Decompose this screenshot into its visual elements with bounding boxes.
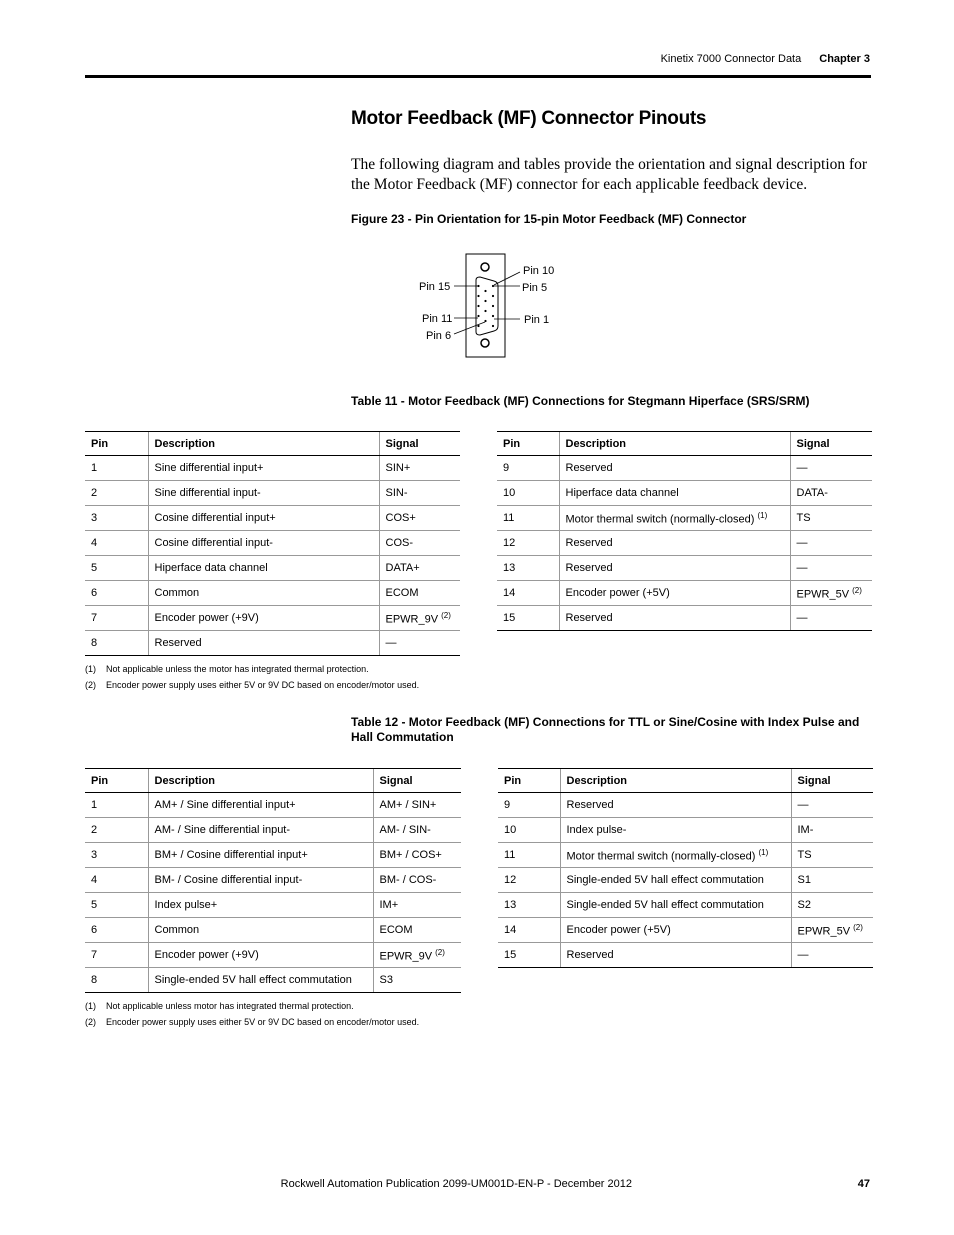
col-signal: Signal — [379, 432, 460, 456]
signal-cell: IM+ — [373, 893, 461, 918]
description-cell: Encoder power (+5V) — [559, 581, 790, 606]
signal-cell: DATA+ — [379, 556, 460, 581]
pin-cell: 7 — [85, 606, 148, 631]
signal-cell: SIN- — [379, 481, 460, 506]
pin-cell: 4 — [85, 531, 148, 556]
footnote: (1) Not applicable unless the motor has integrated thermal protection. — [85, 664, 369, 674]
pin-cell: 7 — [85, 943, 148, 968]
pin-cell: 2 — [85, 481, 148, 506]
intro-paragraph: The following diagram and tables provide the orientation and signal description for the Motor Feedback (MF) connector for each applicable feedback device. — [351, 156, 868, 193]
table-row — [85, 793, 461, 818]
table-row — [85, 893, 461, 918]
signal-cell: BM+ / COS+ — [373, 843, 461, 868]
pin-cell: 5 — [85, 893, 148, 918]
table-12-left — [85, 768, 461, 993]
footnote-ref: (2) — [435, 947, 445, 957]
pin-cell: 13 — [497, 556, 559, 581]
description-cell: Reserved — [559, 556, 790, 581]
col-pin: Pin — [497, 432, 559, 456]
table-row — [85, 968, 461, 993]
signal-cell: EPWR_9V $^{(2)}$ — [373, 943, 461, 968]
description-cell: AM+ / Sine differential input+ — [148, 793, 373, 818]
signal-cell: EPWR_5V $^{(2)}$ — [790, 581, 872, 606]
description-cell: Single-ended 5V hall effect commutation — [148, 968, 373, 993]
header-chapter: Chapter 3 — [819, 53, 870, 65]
header-rule — [85, 75, 871, 78]
description-cell: Reserved — [559, 456, 790, 481]
signal-cell: TS — [791, 843, 873, 868]
signal-cell: — — [790, 556, 872, 581]
description-cell: Encoder power (+5V) — [560, 918, 791, 943]
table-row — [497, 506, 872, 531]
table-row — [497, 481, 872, 506]
signal-cell: DATA- — [790, 481, 872, 506]
footnote: (2) Encoder power supply uses either 5V or 9V DC based on encoder/motor used. — [85, 1017, 420, 1027]
table-row — [85, 606, 460, 631]
pin-cell: 3 — [85, 506, 148, 531]
label-pin-15: Pin 15 — [419, 281, 451, 293]
footnote-ref: (1) — [758, 847, 769, 857]
signal-cell: — — [790, 531, 872, 556]
table-row — [85, 531, 460, 556]
description-cell: Encoder power (+9V) — [148, 606, 379, 631]
signal-cell: BM- / COS- — [373, 868, 461, 893]
pin-cell: 1 — [85, 456, 148, 481]
pin-cell: 10 — [497, 481, 559, 506]
table-row — [85, 868, 461, 893]
description-cell: Cosine differential input- — [148, 531, 379, 556]
table-row — [498, 943, 873, 968]
table-row — [498, 918, 873, 943]
table-row — [497, 581, 872, 606]
pin-cell: 4 — [85, 868, 148, 893]
col-description: Description — [559, 432, 790, 456]
description-cell: Reserved — [148, 631, 379, 656]
header-section: Kinetix 7000 Connector Data — [660, 53, 802, 65]
pin-cell: 12 — [498, 868, 560, 893]
pin-cell: 11 — [497, 506, 559, 531]
table-row — [497, 606, 872, 631]
table-row — [85, 918, 461, 943]
signal-cell: IM- — [791, 818, 873, 843]
page-title: Motor Feedback (MF) Connector Pinouts — [351, 108, 707, 129]
footnote-ref: (2) — [853, 922, 863, 932]
table-row — [85, 456, 460, 481]
table-row — [85, 556, 460, 581]
description-cell: Sine differential input- — [148, 481, 379, 506]
pin-cell: 14 — [498, 918, 560, 943]
description-cell: Reserved — [559, 606, 790, 631]
pin-cell: 1 — [85, 793, 148, 818]
description-cell: Hiperface data channel — [148, 556, 379, 581]
table-row — [85, 631, 460, 656]
signal-cell: AM+ / SIN+ — [373, 793, 461, 818]
table-row — [85, 843, 461, 868]
signal-cell: S1 — [791, 868, 873, 893]
description-cell: Encoder power (+9V) — [148, 943, 373, 968]
running-header — [661, 53, 870, 65]
description-cell: Sine differential input+ — [148, 456, 379, 481]
description-cell: Index pulse+ — [148, 893, 373, 918]
table-row — [497, 556, 872, 581]
pin-cell: 8 — [85, 968, 148, 993]
col-description: Description — [560, 769, 791, 793]
table-row — [85, 581, 460, 606]
label-pin-6: Pin 6 — [426, 330, 452, 342]
signal-cell: S2 — [791, 893, 873, 918]
description-cell: Cosine differential input+ — [148, 506, 379, 531]
description-cell: Common — [148, 581, 379, 606]
table-row — [85, 943, 461, 968]
pin-cell: 15 — [498, 943, 560, 968]
table-row — [498, 843, 873, 868]
pin-cell: 9 — [498, 793, 560, 818]
description-cell: BM+ / Cosine differential input+ — [148, 843, 373, 868]
signal-cell: AM- / SIN- — [373, 818, 461, 843]
signal-cell: — — [791, 943, 873, 968]
signal-cell: COS- — [379, 531, 460, 556]
footnote-ref: (2) — [852, 585, 862, 595]
pin-cell: 13 — [498, 893, 560, 918]
signal-cell: EPWR_5V $^{(2)}$ — [791, 918, 873, 943]
page-number: 47 — [857, 1178, 870, 1190]
table-row — [85, 481, 460, 506]
description-cell: Motor thermal switch (normally-closed) $^{(1)}$ — [559, 506, 790, 531]
table-row — [498, 868, 873, 893]
footnote-ref: (1) — [757, 510, 768, 520]
pin-cell: 11 — [498, 843, 560, 868]
footnote: (2) Encoder power supply uses either 5V or 9V DC based on encoder/motor used. — [85, 680, 420, 690]
description-cell: Motor thermal switch (normally-closed) $^{(1)}$ — [560, 843, 791, 868]
pin-cell: 9 — [497, 456, 559, 481]
table-12-caption: Table 12 - Motor Feedback (MF) Connections for TTL or Sine/Cosine with Index Pulse and Hall Commutation — [351, 715, 860, 744]
description-cell: Reserved — [560, 793, 791, 818]
table-12-footnotes — [85, 998, 419, 1030]
signal-cell: — — [379, 631, 460, 656]
description-cell: Common — [148, 918, 373, 943]
description-cell: AM- / Sine differential input- — [148, 818, 373, 843]
pin-cell: 12 — [497, 531, 559, 556]
description-cell: BM- / Cosine differential input- — [148, 868, 373, 893]
col-pin: Pin — [85, 769, 148, 793]
col-description: Description — [148, 432, 379, 456]
pin-cell: 5 — [85, 556, 148, 581]
signal-cell: S3 — [373, 968, 461, 993]
pin-cell: 8 — [85, 631, 148, 656]
signal-cell: COS+ — [379, 506, 460, 531]
description-cell: Single-ended 5V hall effect commutation — [560, 893, 791, 918]
label-pin-10: Pin 10 — [523, 265, 555, 277]
table-row — [85, 506, 460, 531]
col-signal: Signal — [373, 769, 461, 793]
label-pin-5: Pin 5 — [522, 282, 548, 294]
connector-shell — [466, 254, 505, 357]
label-pin-1: Pin 1 — [524, 314, 550, 326]
pin-cell: 3 — [85, 843, 148, 868]
publication-footer: Rockwell Automation Publication 2099-UM001D-EN-P - December 2012 — [280, 1178, 632, 1190]
pin-cell: 10 — [498, 818, 560, 843]
pin-cell: 15 — [497, 606, 559, 631]
table-row — [498, 793, 873, 818]
signal-cell: ECOM — [373, 918, 461, 943]
signal-cell: ECOM — [379, 581, 460, 606]
pin-cell: 2 — [85, 818, 148, 843]
table-11-footnotes — [85, 661, 419, 693]
signal-cell: — — [791, 793, 873, 818]
table-row — [497, 531, 872, 556]
pin-cell: 6 — [85, 918, 148, 943]
table-11-right — [497, 431, 872, 631]
signal-cell: TS — [790, 506, 872, 531]
table-row — [497, 456, 872, 481]
description-cell: Single-ended 5V hall effect commutation — [560, 868, 791, 893]
figure-caption: Figure 23 - Pin Orientation for 15-pin Motor Feedback (MF) Connector — [351, 212, 747, 226]
footnote-ref: (2) — [441, 610, 451, 620]
col-signal: Signal — [790, 432, 872, 456]
table-row — [498, 893, 873, 918]
description-cell: Hiperface data channel — [559, 481, 790, 506]
signal-cell: SIN+ — [379, 456, 460, 481]
footnote: (1) Not applicable unless motor has integrated thermal protection. — [85, 1001, 354, 1011]
table-row — [85, 818, 461, 843]
col-description: Description — [148, 769, 373, 793]
signal-cell: — — [790, 606, 872, 631]
signal-cell: — — [790, 456, 872, 481]
table-row — [498, 818, 873, 843]
label-pin-11: Pin 11 — [422, 313, 453, 325]
description-cell: Index pulse- — [560, 818, 791, 843]
col-pin: Pin — [85, 432, 148, 456]
pin-cell: 6 — [85, 581, 148, 606]
connector-diagram — [410, 250, 570, 362]
table-12-right — [498, 768, 873, 968]
pin-cell: 14 — [497, 581, 559, 606]
table-11-left — [85, 431, 460, 656]
col-signal: Signal — [791, 769, 873, 793]
description-cell: Reserved — [559, 531, 790, 556]
col-pin: Pin — [498, 769, 560, 793]
table-11-caption: Table 11 - Motor Feedback (MF) Connections for Stegmann Hiperface (SRS/SRM) — [351, 394, 810, 408]
description-cell: Reserved — [560, 943, 791, 968]
signal-cell: EPWR_9V $^{(2)}$ — [379, 606, 460, 631]
